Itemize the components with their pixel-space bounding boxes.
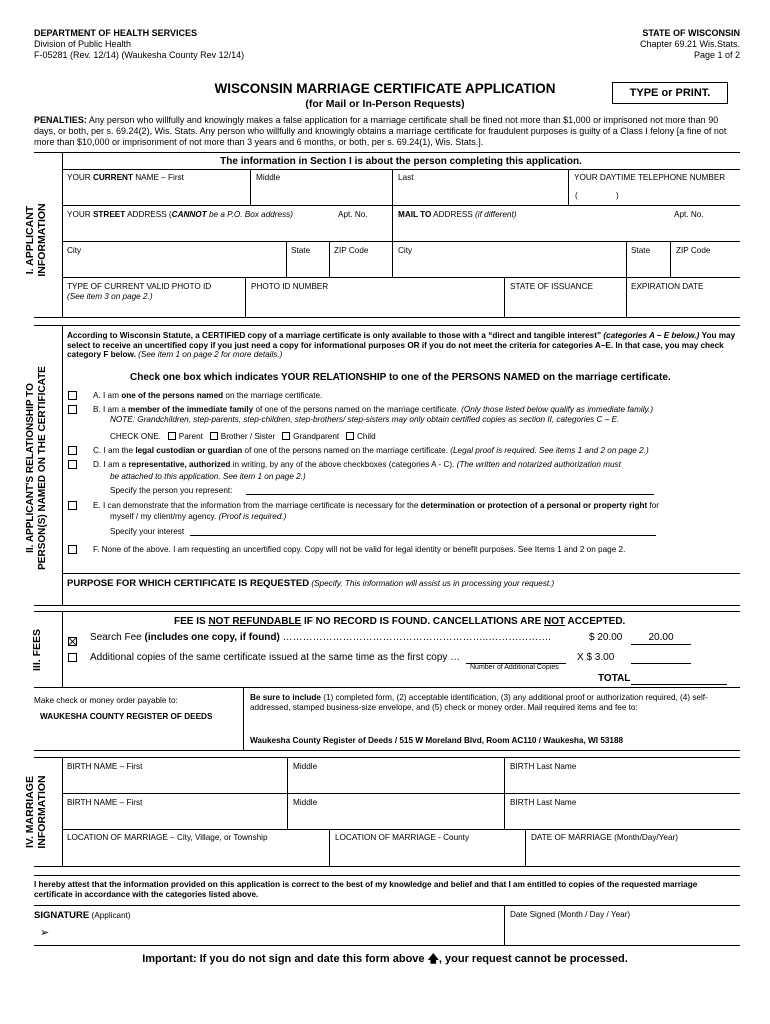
state-label: State [291,246,311,255]
option-e-text: E. I can demonstrate that the information from the marriage certificate is necessary for the determination or protection of a personal or property right for [93,501,660,510]
birth-first-label-2: BIRTH NAME – First [67,798,143,807]
birth-last-label-2: BIRTH Last Name [510,798,577,807]
option-a-text: A. I am one of the persons named on the marriage certificate. [93,391,323,400]
apt-label-2: Apt. No. [674,210,704,219]
option-a-checkbox[interactable] [68,391,77,400]
location-city-label: LOCATION OF MARRIAGE – City, Village, or Township [67,833,268,842]
search-fee-amount: $ 20.00 [589,632,623,643]
current-name-label: YOUR CURRENT NAME – First [67,173,184,182]
fee-heading: FEE IS NOT REFUNDABLE IF NO RECORD IS FOUND. CANCELLATIONS ARE NOT ACCEPTED. [174,616,626,627]
header-right [640,28,740,60]
option-e-checkbox[interactable] [68,501,77,510]
arrow-icon: ➢ [40,927,50,939]
birth-first-label: BIRTH NAME – First [67,762,143,771]
page-subtitle: (for Mail or In-Person Requests) [305,98,465,110]
street-address-label: YOUR STREET ADDRESS (CANNOT be a P.O. Box address) [67,210,294,219]
city-label-2: City [398,246,413,255]
per-copy-fee: X $ 3.00 [577,652,615,663]
form-id: F-05281 (Rev. 12/14) (Waukesha County Rev 12/14) [34,49,245,60]
option-b-checkbox[interactable] [68,405,77,414]
total-input[interactable] [631,684,727,685]
chapter: Chapter 69.21 Wis.Stats. [639,38,740,49]
option-e-line2: myself / my client/my agency. (Proof is required.) [110,512,287,521]
search-fee-total[interactable]: 20.00 [631,632,691,645]
additional-total-input[interactable] [631,663,691,664]
search-fee-text: Search Fee (includes one copy, if found) ……………………………………………………..………………. [90,632,551,643]
penalties-label: PENALTIES: [34,115,87,125]
section3-label: III. FEES [31,629,43,672]
penalties [34,115,740,147]
date-signed-label: Date Signed (Month / Day / Year) [510,910,631,919]
phone-paren-open: ( [575,191,578,200]
marriage-date-label: DATE OF MARRIAGE (Month/Day/Year) [531,833,678,842]
option-c-text: C. I am the legal custodian or guardian of one of the persons named on the marriage certificate. (Legal proof is required. See items 1 and 2 on page 2.) [93,446,649,455]
check-one-row: CHECK ONE. Parent Brother / Sister Grandparent Child [110,432,376,441]
section1-label: I. APPLICANT INFORMATION [24,203,48,277]
additional-copies-checkbox[interactable] [68,653,77,662]
last-name-label: Last [398,173,414,182]
section2-label: II. APPLICANT'S RELATIONSHIP TO PERSON(S) NAMED ON THE CERTIFICATE [25,366,48,570]
apt-label: Apt. No. [338,210,368,219]
state-issuance-label: STATE OF ISSUANCE [510,282,593,291]
represent-line[interactable] [246,494,654,495]
option-d-text: D. I am a representative, authorized in writing, by any of the above checkboxes (categories A - C). (The written and notarized authorization must [93,460,621,469]
phone-label: YOUR DAYTIME TELEPHONE NUMBER [574,173,726,182]
payee-name: WAUKESHA COUNTY REGISTER OF DEEDS [40,712,213,721]
dept-name: DEPARTMENT OF HEALTH SERVICES [34,28,198,38]
statute-text: According to Wisconsin Statute, a CERTIFIED copy of a marriage certificate is only available to those with a “direct and tangible interest” (categories A – E below.) You may select to receive an uncertified copy if you just need a copy for informational purposes OR if you do not meet the criteria for categories A–E. In that case, you may check category F below. (See item 1 on page 2 for more details.) [67,331,736,360]
option-d-note: be attached to this application. See item 1 on page 2.) [110,472,306,481]
phone-paren-close: ) [616,191,619,200]
total-label: TOTAL [598,673,631,684]
mail-address: Waukesha County Register of Deeds / 515 W Moreland Blvd, Room AC110 / Waukesha, WI 53188 [250,736,624,745]
up-arrow-icon: 🡅 [427,953,439,965]
header-left [34,28,244,60]
option-b-text: B. I am a member of the immediate family of one of the persons named on the marriage certificate. (Only those listed below qualify as immediate family.) [93,405,654,414]
parent-checkbox[interactable] [168,432,176,440]
photo-id-type-label: TYPE OF CURRENT VALID PHOTO ID (See item 3 on page 2.) [67,282,212,301]
expiration-label: EXPIRATION DATE [631,282,704,291]
middle-name-label: Middle [256,173,281,182]
middle-label-2: Middle [293,798,318,807]
signature-label: SIGNATURE (Applicant) [34,910,131,921]
penalties-text: Any person who willfully and knowingly makes a false application for a marriage certificate shall be fined not more than $1,000 or imprisoned not more than 90 days, or both, per s. 69.24(2), Wis. Stats. Any person who willfully and knowingly obtains a marriage certificate for fraudulent purposes is guilty of a Class I felony [a fine of not more than $10,000 or imprisonment of not more than 3 years and 6 months, or both, per s. 69.24(1), Wis. Stats.]. [34,115,727,147]
city-label: City [67,246,82,255]
option-d-checkbox[interactable] [68,460,77,469]
option-f-text: F. None of the above. I am requesting an uncertified copy. Copy will not be valid for legal identity or benefit purposes. See Items 1 and 2 on page 2. [93,545,626,554]
zip-label-2: ZIP Code [676,246,711,255]
attestation-text: I hereby attest that the information provided on this application is correct to the best of my knowledge and belief and that I am entitled to copies of the requested marriage certificate in accordance with the categories listed above. [34,880,698,899]
payable-label: Make check or money order payable to: [34,696,178,705]
purpose-label: PURPOSE FOR WHICH CERTIFICATE IS REQUESTED (Specify. This information will assist us in processing your request.) [67,578,555,589]
section1-heading: The information in Section I is about the person completing this application. [220,156,582,167]
mail-to-label: MAIL TO ADDRESS (if different) [398,210,517,219]
section4-label: IV. MARRIAGE INFORMATION [24,775,48,849]
page-title: WISCONSIN MARRIAGE CERTIFICATE APPLICATION [214,81,556,96]
state-name: STATE OF WISCONSIN [642,28,740,38]
number-copies-label: Number of Additional Copies [470,664,559,671]
important-notice: Important: If you do not sign and date this form above 🡅, your request cannot be processed. [142,953,628,965]
page-number: Page 1 of 2 [693,49,740,60]
type-or-print-box: TYPE or PRINT. [612,82,728,104]
check-heading: Check one box which indicates YOUR RELATIONSHIP to one of the PERSONS NAMED on the marriage certificate. [130,372,671,383]
child-checkbox[interactable] [346,432,354,440]
option-b-note: NOTE: Grandchildren, step-parents, step-children, step-brothers/ step-sisters may only obtain certified copies as section II, categories C – E. [110,415,620,424]
middle-label: Middle [293,762,318,771]
additional-copies-text: Additional copies of the same certificate issued at the same time as the first copy … [90,652,461,663]
option-f-checkbox[interactable] [68,545,77,554]
option-c-checkbox[interactable] [68,446,77,455]
birth-last-label: BIRTH Last Name [510,762,577,771]
interest-line[interactable] [190,535,656,536]
option-e-specify: Specify your interest [110,527,185,536]
search-fee-checkbox[interactable] [68,632,77,650]
sibling-checkbox[interactable] [210,432,218,440]
include-instructions: Be sure to include (1) completed form, (2) acceptable identification, (3) any additional proof or authorization required, (4) self-addressed, stamped business-size envelope, and (5) check or money order. Mail required items and fee to: [250,693,708,712]
grandparent-checkbox[interactable] [282,432,290,440]
division-name: Division of Public Health [34,38,132,49]
state-label-2: State [631,246,651,255]
zip-label: ZIP Code [334,246,369,255]
location-county-label: LOCATION OF MARRIAGE - County [335,833,470,842]
option-d-specify: Specify the person you represent: [110,486,233,495]
photo-id-number-label: PHOTO ID NUMBER [251,282,329,291]
